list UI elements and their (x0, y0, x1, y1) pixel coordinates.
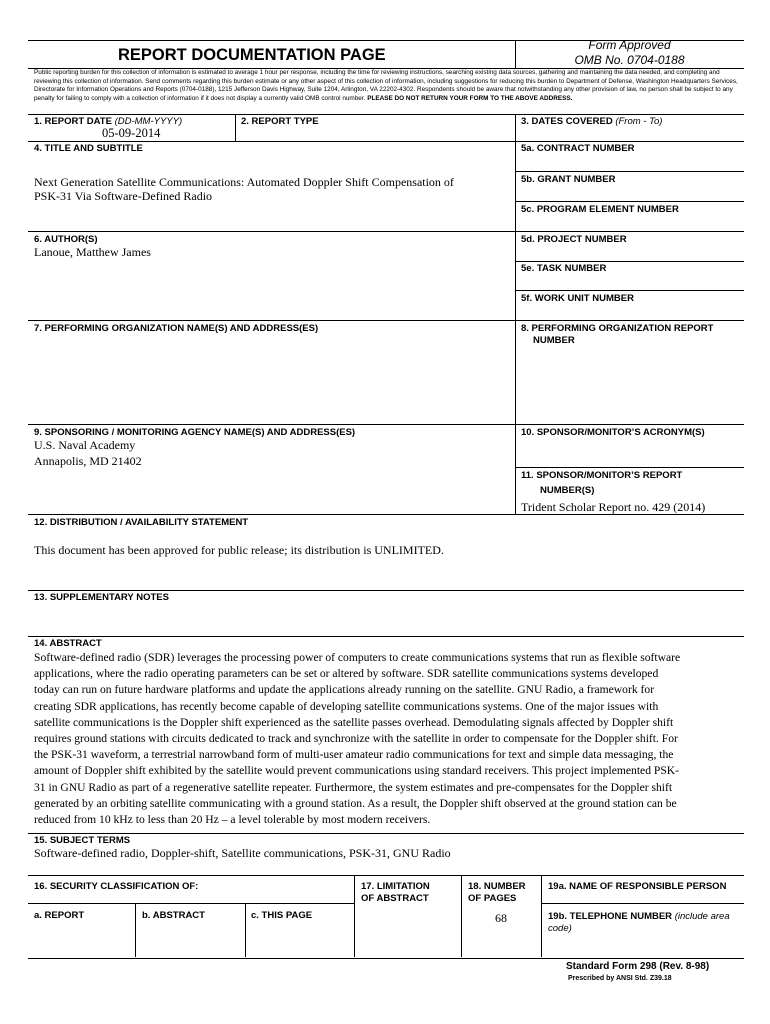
report-date-label: 1. REPORT DATE (DD-MM-YYYY) (34, 116, 183, 127)
performing-report-label: 8. PERFORMING ORGANIZATION REPORT (521, 323, 714, 334)
divider (28, 590, 744, 591)
divider (28, 875, 744, 876)
pages-label-2: OF PAGES (468, 893, 517, 904)
distribution-label: 12. DISTRIBUTION / AVAILABILITY STATEMENT (34, 517, 249, 528)
limitation-label-2: OF ABSTRACT (361, 893, 429, 904)
divider (235, 114, 236, 141)
task-label: 5e. TASK NUMBER (521, 263, 607, 274)
title-line-1: Next Generation Satellite Communications: Automated Doppler Shift Compensation of (34, 175, 454, 189)
abstract-line: creating SDR applications, has recently become capable of developing satellite communications systems. One of the major issues with (34, 699, 659, 713)
divider (28, 320, 744, 321)
abstract-line: generated by an orbiting satellite communicating with a ground station. As a result, the Doppler shift observed at the ground station can be (34, 796, 677, 810)
prescribed: Prescribed by ANSI Std. Z39.18 (568, 975, 672, 982)
divider (245, 903, 246, 957)
abstract-line: the PSK-31 waveform, a terrestrial narrowband form of multi-user amateur radio communications for text and simple data messaging, the (34, 748, 674, 762)
divider (515, 261, 744, 262)
abstract-body (34, 650, 740, 828)
omb-number: OMB No. 0704-0188 (574, 53, 685, 67)
grant-label: 5b. GRANT NUMBER (521, 174, 616, 185)
divider (515, 467, 744, 468)
authors-value: Lanoue, Matthew James (34, 245, 151, 259)
burden-bold: PLEASE DO NOT RETURN YOUR FORM TO THE ABOVE ADDRESS. (367, 94, 573, 102)
report-class-label: a. REPORT (34, 910, 85, 921)
acronym-label: 10. SPONSOR/MONITOR’S ACRONYM(S) (521, 427, 705, 438)
dates-covered-label: 3. DATES COVERED (From - To) (521, 116, 663, 127)
divider (515, 171, 744, 172)
distribution-value: This document has been approved for public release; its distribution is UNLIMITED. (34, 543, 444, 557)
telephone-hint: (include area (674, 911, 730, 922)
divider (28, 424, 744, 425)
sponsoring-label: 9. SPONSORING / MONITORING AGENCY NAME(S) AND ADDRESS(ES) (34, 427, 356, 438)
subject-value: Software-defined radio, Doppler-shift, Satellite communications, PSK-31, GNU Radio (34, 846, 451, 860)
pages-label: 18. NUMBER (468, 881, 526, 892)
report-date-value: 05-09-2014 (102, 126, 161, 140)
title-label: 4. TITLE AND SUBTITLE (34, 143, 143, 154)
divider (515, 201, 744, 202)
subject-label: 15. SUBJECT TERMS (34, 835, 131, 846)
pages-value: 68 (495, 911, 507, 925)
performing-org-label: 7. PERFORMING ORGANIZATION NAME(S) AND ADDRESS(ES) (34, 323, 319, 334)
work-unit-label: 5f. WORK UNIT NUMBER (521, 293, 634, 304)
divider (28, 141, 744, 142)
program-label: 5c. PROGRAM ELEMENT NUMBER (521, 204, 679, 215)
telephone-label: 19b. TELEPHONE NUMBER (include area (548, 911, 730, 922)
project-label: 5d. PROJECT NUMBER (521, 234, 627, 245)
abstract-line: requires ground stations with circuits dedicated to track and synchronize with the satellite in order to compensate for the Doppler shift. For (34, 732, 678, 746)
authors-label: 6. AUTHOR(S) (34, 234, 98, 245)
abstract-line: applications, where the radio operating parameters can be set or altered by software. SDR satellite communications systems developed (34, 667, 659, 681)
divider (515, 290, 744, 291)
abstract-class-label: b. ABSTRACT (142, 910, 205, 921)
divider (28, 833, 744, 834)
form-approved: Form Approved (588, 38, 671, 52)
responsible-label: 19a. NAME OF RESPONSIBLE PERSON (548, 881, 727, 892)
divider (28, 903, 355, 904)
performing-report-label-2: NUMBER (533, 335, 575, 346)
divider (28, 114, 744, 115)
divider (28, 231, 744, 232)
report-date-hint: (DD-MM-YYYY) (114, 116, 183, 127)
divider (541, 903, 744, 904)
supplementary-label: 13. SUPPLEMENTARY NOTES (34, 592, 169, 603)
dates-covered-hint: (From - To) (615, 116, 663, 127)
sponsor-report-value: Trident Scholar Report no. 429 (2014) (521, 500, 706, 514)
abstract-label: 14. ABSTRACT (34, 638, 102, 649)
burden-statement (34, 69, 738, 103)
abstract-line: today can run on future hardware platforms and update the applications already running on the satellite. GNU Radio, a framework for (34, 683, 655, 697)
page-title: REPORT DOCUMENTATION PAGE (118, 46, 386, 64)
abstract-line: 31 in GNU Radio as part of a regenerative satellite repeater. Furthermore, the system estimates and pre-compensates for the Doppler shift (34, 780, 673, 794)
abstract-line: Software-defined radio (SDR) leverages the processing power of computers to create communications systems that run as flexible software (34, 651, 681, 664)
divider (135, 903, 136, 957)
sponsor-report-label-2: NUMBER(S) (540, 485, 595, 496)
sponsoring-line-1: U.S. Naval Academy (34, 438, 136, 452)
divider (515, 114, 516, 514)
title-line-2: PSK-31 Via Software-Defined Radio (34, 189, 213, 203)
abstract-line: satellite communications is the Doppler shift experienced as the satellite passes overhead. Demodulating signals affected by Doppler shift (34, 715, 674, 729)
abstract-line: amount of Doppler shift exhibited by the satellite would prevent communications using standard receivers. This project implemented PSK- (34, 764, 680, 778)
security-label: 16. SECURITY CLASSIFICATION OF: (34, 881, 199, 892)
divider (354, 875, 355, 957)
contract-label: 5a. CONTRACT NUMBER (521, 143, 635, 154)
telephone-hint-2: code) (548, 923, 572, 934)
standard-form: Standard Form 298 (Rev. 8-98) (566, 961, 710, 972)
sponsoring-line-2: Annapolis, MD 21402 (34, 454, 142, 468)
sponsor-report-label: 11. SPONSOR/MONITOR’S REPORT (521, 470, 683, 481)
divider (28, 636, 744, 637)
limitation-label: 17. LIMITATION (361, 881, 430, 892)
this-page-label: c. THIS PAGE (251, 910, 313, 921)
report-type-label: 2. REPORT TYPE (241, 116, 319, 127)
abstract-line: reduced from 10 kHz to less than 20 Hz – a level tolerable by most modern receivers. (34, 813, 431, 827)
divider (541, 875, 542, 957)
burden-text: Public reporting burden for this collection of information is estimated to average 1 hour per response, including the time for reviewing instructions, searching existing data sources, gathering and maintaining the data needed, and completing and reviewing this collection of information. Send comments regarding this burden estimate or any other aspect of this collection of information, including suggestions for reducing this burden to Department of Defense, Washington Headquarters Services, Directorate for Information Operations and Reports (0704-0188), 1215 Jefferson Davis Highway, Suite 1204, Arlington, VA 22202-4302. Respondents should be aware that notwithstanding any other provision of law, no person shall be subject to any penalty for failing to comply with a collection of information if it does not display a currently valid OMB control number. (34, 69, 738, 102)
